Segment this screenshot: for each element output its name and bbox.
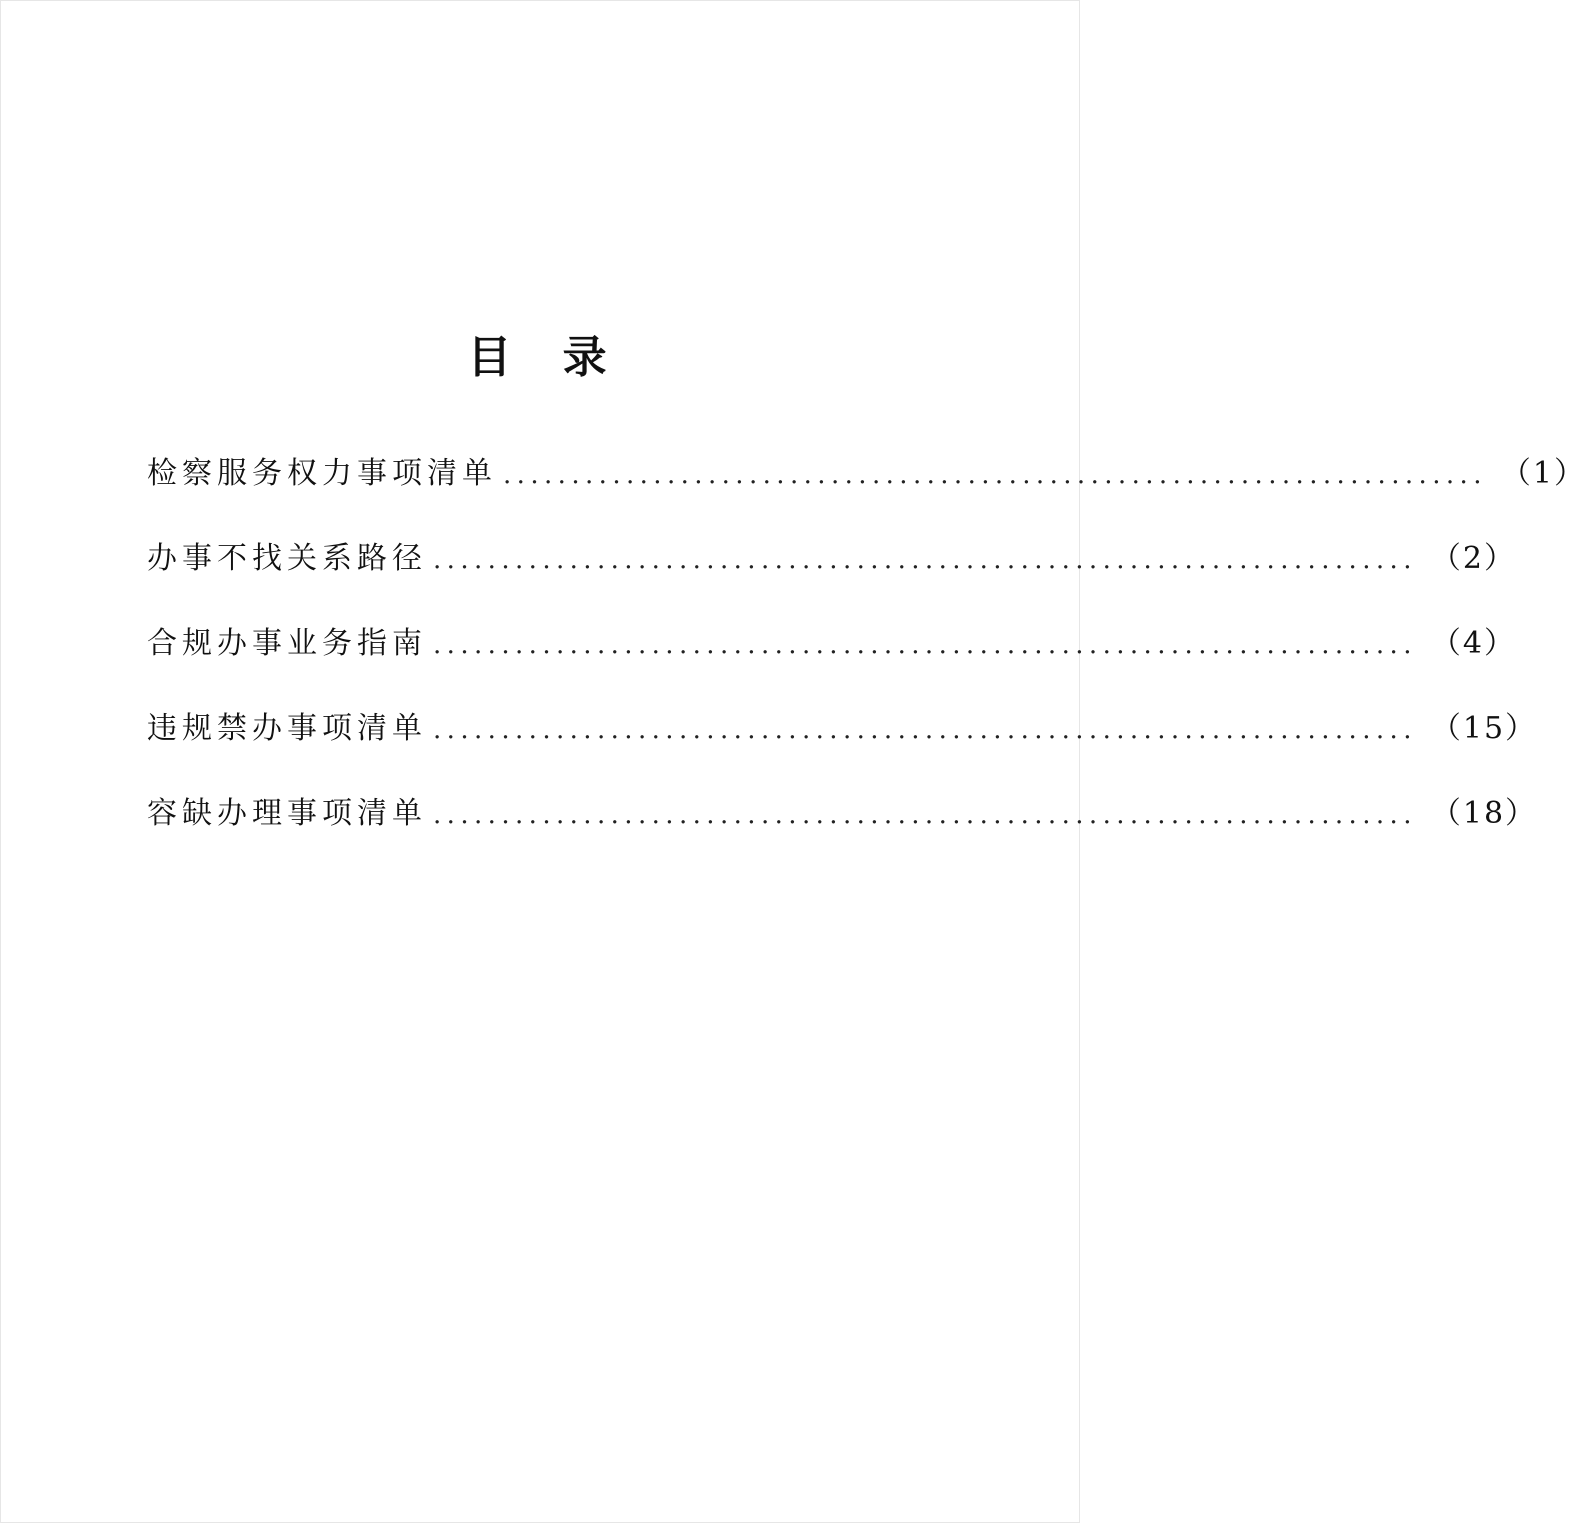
toc-entry-title: 违规禁办事项清单 [147, 711, 427, 746]
toc-entry[interactable] [147, 452, 1586, 537]
dot-leader: ........................................................................ [433, 630, 1417, 660]
toc-page-number: （15） [1430, 711, 1538, 746]
toc-page-number: （2） [1430, 541, 1516, 576]
dot-leader: ........................................................................ [433, 800, 1417, 830]
toc-page-number: （18） [1430, 796, 1538, 831]
toc-entry-title: 检察服务权力事项清单 [147, 456, 497, 491]
toc-entry-title: 办事不找关系路径 [147, 541, 427, 576]
toc-entry[interactable] [147, 622, 1516, 707]
toc-page-number: （4） [1430, 626, 1516, 661]
toc-entry[interactable] [147, 537, 1516, 622]
toc-entry-title: 合规办事业务指南 [147, 626, 427, 661]
table-of-contents [147, 452, 1586, 877]
toc-entry-title: 容缺办理事项清单 [147, 796, 427, 831]
page-title: 目 录 [467, 332, 625, 383]
toc-entry[interactable] [147, 792, 1538, 877]
toc-page-number: （1） [1500, 456, 1586, 491]
dot-leader: ........................................................................ [503, 460, 1487, 490]
dot-leader: ........................................................................ [433, 715, 1417, 745]
toc-entry[interactable] [147, 707, 1538, 792]
dot-leader: ........................................................................ [433, 545, 1417, 575]
